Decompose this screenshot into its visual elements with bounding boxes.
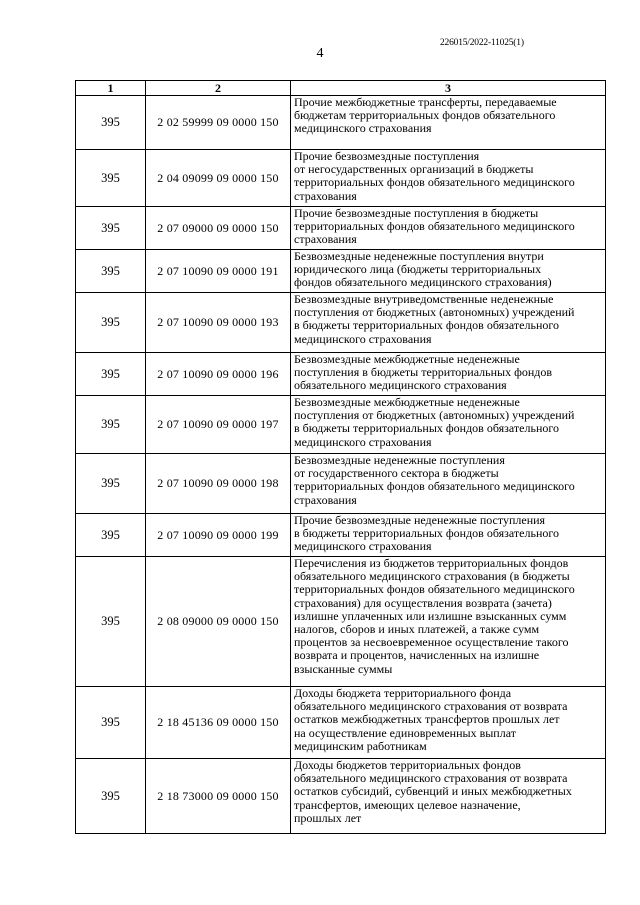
- revenue-description: [291, 250, 606, 293]
- table-row: [76, 293, 606, 353]
- description-line: Безвозмездные внутриведомственные неденежные: [294, 293, 554, 306]
- budget-classification-code: 2 07 10090 09 0000 196: [146, 353, 291, 396]
- description-line: территориальных фондов обязательного медицинского: [294, 480, 575, 494]
- administrator-code: 395: [76, 250, 146, 293]
- description-line: Доходы бюджетов территориальных фондов: [294, 759, 521, 772]
- description-line: остатков субсидий, субвенций и иных межбюджетных: [294, 785, 572, 799]
- revenue-description: [291, 293, 606, 353]
- description-line: в бюджеты территориальных фондов обязательного: [294, 319, 560, 333]
- column-header-3: 3: [291, 81, 606, 96]
- description-line: Безвозмездные неденежные поступления внутри: [294, 250, 544, 263]
- table-row: [76, 96, 606, 150]
- description-line: от государственного сектора в бюджеты: [294, 467, 499, 481]
- revenue-description: [291, 454, 606, 514]
- budget-classification-code: 2 07 10090 09 0000 199: [146, 514, 291, 557]
- description-line: обязательного медицинского страхования (в бюджеты: [294, 570, 570, 584]
- description-line: Перечисления из бюджетов территориальных фондов: [294, 557, 569, 570]
- description-line: медицинского страхования: [294, 540, 432, 554]
- administrator-code: 395: [76, 687, 146, 759]
- description-line: обязательного медицинского страхования от возврата: [294, 772, 568, 786]
- document-number: 226015/2022-11025(1): [440, 38, 524, 48]
- description-line: фондов обязательного медицинского страхования): [294, 276, 552, 290]
- table-row: [76, 687, 606, 759]
- description-line: обязательного медицинского страхования от возврата: [294, 700, 568, 714]
- description-line: налогов, сборов и иных платежей, а также сумм: [294, 623, 540, 637]
- description-line: поступления от бюджетных (автономных) учреждений: [294, 409, 575, 423]
- description-line: Прочие безвозмездные неденежные поступления: [294, 514, 546, 527]
- description-line: Безвозмездные межбюджетные неденежные: [294, 396, 520, 409]
- description-line: медицинским работникам: [294, 739, 427, 753]
- description-line: остатков межбюджетных трансфертов прошлых лет: [294, 713, 560, 727]
- description-line: Безвозмездные неденежные поступления: [294, 454, 505, 467]
- description-line: медицинского страхования: [294, 122, 432, 136]
- description-line: Безвозмездные межбюджетные неденежные: [294, 353, 520, 366]
- description-line: территориальных фондов обязательного медицинского: [294, 583, 575, 597]
- description-line: обязательного медицинского страхования: [294, 379, 507, 393]
- administrator-code: 395: [76, 514, 146, 557]
- description-line: трансфертов, имеющих целевое назначение,: [294, 798, 521, 812]
- administrator-code: 395: [76, 454, 146, 514]
- administrator-code: 395: [76, 150, 146, 207]
- table-row: [76, 557, 606, 687]
- budget-classification-code: 2 07 10090 09 0000 191: [146, 250, 291, 293]
- budget-classification-code: 2 18 73000 09 0000 150: [146, 759, 291, 834]
- description-line: в бюджеты территориальных фондов обязательного: [294, 527, 560, 541]
- revenue-description: [291, 353, 606, 396]
- revenue-description: [291, 514, 606, 557]
- description-line: страхования) для осуществления возврата (зачета): [294, 596, 552, 610]
- revenue-description: [291, 96, 606, 150]
- description-line: бюджетам территориальных фондов обязательного: [294, 109, 556, 123]
- revenue-description: [291, 396, 606, 454]
- description-line: излишне уплаченных или излишне взысканных сумм: [294, 609, 567, 623]
- administrator-code: 395: [76, 759, 146, 834]
- description-line: взысканные суммы: [294, 662, 393, 676]
- budget-classification-code: 2 02 59999 09 0000 150: [146, 96, 291, 150]
- description-line: от негосударственных организаций в бюджеты: [294, 163, 534, 177]
- description-line: в бюджеты территориальных фондов обязательного: [294, 422, 560, 436]
- administrator-code: 395: [76, 353, 146, 396]
- revenue-description: [291, 150, 606, 207]
- table-row: [76, 759, 606, 834]
- table-row: [76, 353, 606, 396]
- description-line: Прочие безвозмездные поступления в бюджеты: [294, 207, 539, 220]
- description-line: территориальных фондов обязательного медицинского: [294, 220, 575, 234]
- description-line: медицинского страхования: [294, 435, 432, 449]
- description-line: страхования: [294, 493, 357, 507]
- column-header-2: 2: [146, 81, 291, 96]
- revenue-description: [291, 207, 606, 250]
- page-number: 4: [316, 46, 324, 61]
- table-row: [76, 514, 606, 557]
- description-line: процентов за несвоевременное осуществление такого: [294, 636, 569, 650]
- budget-classification-code: 2 04 09099 09 0000 150: [146, 150, 291, 207]
- budget-classification-code: 2 07 09000 09 0000 150: [146, 207, 291, 250]
- description-line: Прочие межбюджетные трансферты, передаваемые: [294, 96, 557, 109]
- description-line: медицинского страхования: [294, 332, 432, 346]
- administrator-code: 395: [76, 293, 146, 353]
- description-line: территориальных фондов обязательного медицинского: [294, 176, 575, 190]
- description-line: страхования: [294, 233, 357, 247]
- description-line: поступления от бюджетных (автономных) учреждений: [294, 306, 575, 320]
- description-line: на осуществление единовременных выплат: [294, 726, 516, 740]
- revenue-description: [291, 687, 606, 759]
- administrator-code: 395: [76, 96, 146, 150]
- table-row: [76, 454, 606, 514]
- budget-classification-code: 2 08 09000 09 0000 150: [146, 557, 291, 687]
- table-row: [76, 150, 606, 207]
- revenue-description: [291, 759, 606, 834]
- table-row: [76, 396, 606, 454]
- budget-classification-code: 2 07 10090 09 0000 193: [146, 293, 291, 353]
- administrator-code: 395: [76, 557, 146, 687]
- column-header-1: 1: [76, 81, 146, 96]
- table-row: [76, 207, 606, 250]
- description-line: прошлых лет: [294, 811, 362, 825]
- administrator-code: 395: [76, 207, 146, 250]
- budget-codes-table: [75, 80, 606, 834]
- revenue-description: [291, 557, 606, 687]
- description-line: поступления в бюджеты территориальных фондов: [294, 366, 553, 380]
- administrator-code: 395: [76, 396, 146, 454]
- budget-classification-code: 2 07 10090 09 0000 198: [146, 454, 291, 514]
- description-line: возврата и процентов, начисленных на излишне: [294, 649, 540, 663]
- description-line: Доходы бюджета территориального фонда: [294, 687, 512, 700]
- budget-classification-code: 2 07 10090 09 0000 197: [146, 396, 291, 454]
- table-row: [76, 250, 606, 293]
- description-line: юридического лица (бюджеты территориальных: [294, 263, 542, 277]
- description-line: Прочие безвозмездные поступления: [294, 150, 480, 163]
- budget-classification-code: 2 18 45136 09 0000 150: [146, 687, 291, 759]
- table-header-row: [76, 81, 606, 96]
- description-line: страхования: [294, 189, 357, 203]
